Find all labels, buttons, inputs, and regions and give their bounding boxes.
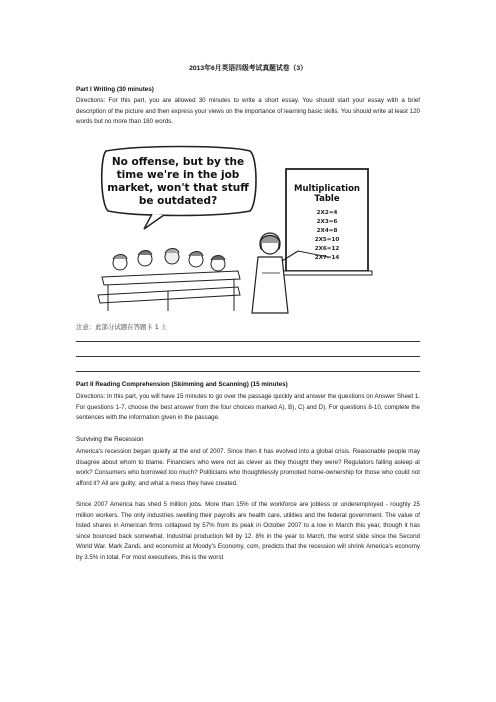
speech-bubble bbox=[102, 147, 256, 230]
part2-heading: Part II Reading Comprehension (Skimming and Scanning) (15 minutes) bbox=[76, 381, 288, 388]
students-group bbox=[98, 249, 240, 312]
part1-directions: Directions: For this part, you are allowed 30 minutes to write a short essay. You should start your essay with a brief description of the picture and then express your views on the importance of learning basic skills. You should write at least 120 words but no more than 180 words. bbox=[76, 97, 420, 126]
answer-line bbox=[76, 341, 420, 342]
answer-sheet-note: 注意：此部分试题在答题卡 1 上 bbox=[76, 323, 168, 331]
part2-directions: Directions: In this part, you will have 15 minutes to go over the passage quickly and answer the questions on Answer Sheet 1. For questions 1-7, choose the best answer from the four choices marked A), B), C) and D). For questions 8-10, complete the sentences with the information given in the passage. bbox=[76, 393, 420, 422]
board-title-1: Multiplication bbox=[294, 184, 360, 194]
board-row: 2X6=12 bbox=[314, 246, 340, 252]
board-row: 2X7=14 bbox=[314, 255, 340, 261]
board-row: 2X2=4 bbox=[316, 210, 338, 216]
speech-line-4: be outdated? bbox=[138, 195, 218, 207]
part1-heading: Part I Writing (30 minutes) bbox=[76, 86, 154, 93]
cartoon-illustration bbox=[98, 145, 360, 313]
speech-line-2: time we're in the job bbox=[116, 169, 240, 181]
passage-title: Surviving the Recession bbox=[76, 436, 144, 443]
passage-paragraph-2: Since 2007 America has shed 5 million jobs. More than 15% of the workforce are jobless or underemployed - roughly 25 million workers. The only industries swelling their payrolls are health care, utilities and the federal government. The value of listed shares in American firms collapsed by 57% from its peak in October 2007 to a low in March this year, though it has since bounced back somewhat. Industrial production fell by 12. 8% in the year to March, the worst slide since the Second World War. Mark Zandi, and economist at Moody's Economy, com, predicts that the recession will shrink America's economy by 3.5% in total. For most executives, this is the worst bbox=[76, 501, 420, 561]
board-row: 2X3=6 bbox=[316, 219, 338, 225]
speech-line-3: market, won't that stuff bbox=[107, 182, 249, 194]
answer-line bbox=[76, 356, 420, 357]
answer-line bbox=[76, 371, 420, 372]
board-title-2: Table bbox=[314, 194, 340, 204]
passage-paragraph-1: America's recession began quietly at the end of 2007. Since then it has evolved into a global crisis. Reasonable people may disagree about whom to blame. Financiers who were not as clever as they thought they were? Regulators falling asleep at work? Consumers who borrowed too much? Politicians who thoughtlessly promoted home-ownership for those who could not afford it? All are guilty; and what a mess they have created. bbox=[76, 448, 420, 487]
board-row: 2X5=10 bbox=[314, 237, 340, 243]
speech-line-1: No offense, but by the bbox=[111, 156, 245, 168]
board-row: 2X4=8 bbox=[316, 228, 338, 234]
page-title: 2013年6月英语四级考试真题试卷（3） bbox=[189, 65, 307, 72]
multiplication-board bbox=[282, 169, 372, 275]
